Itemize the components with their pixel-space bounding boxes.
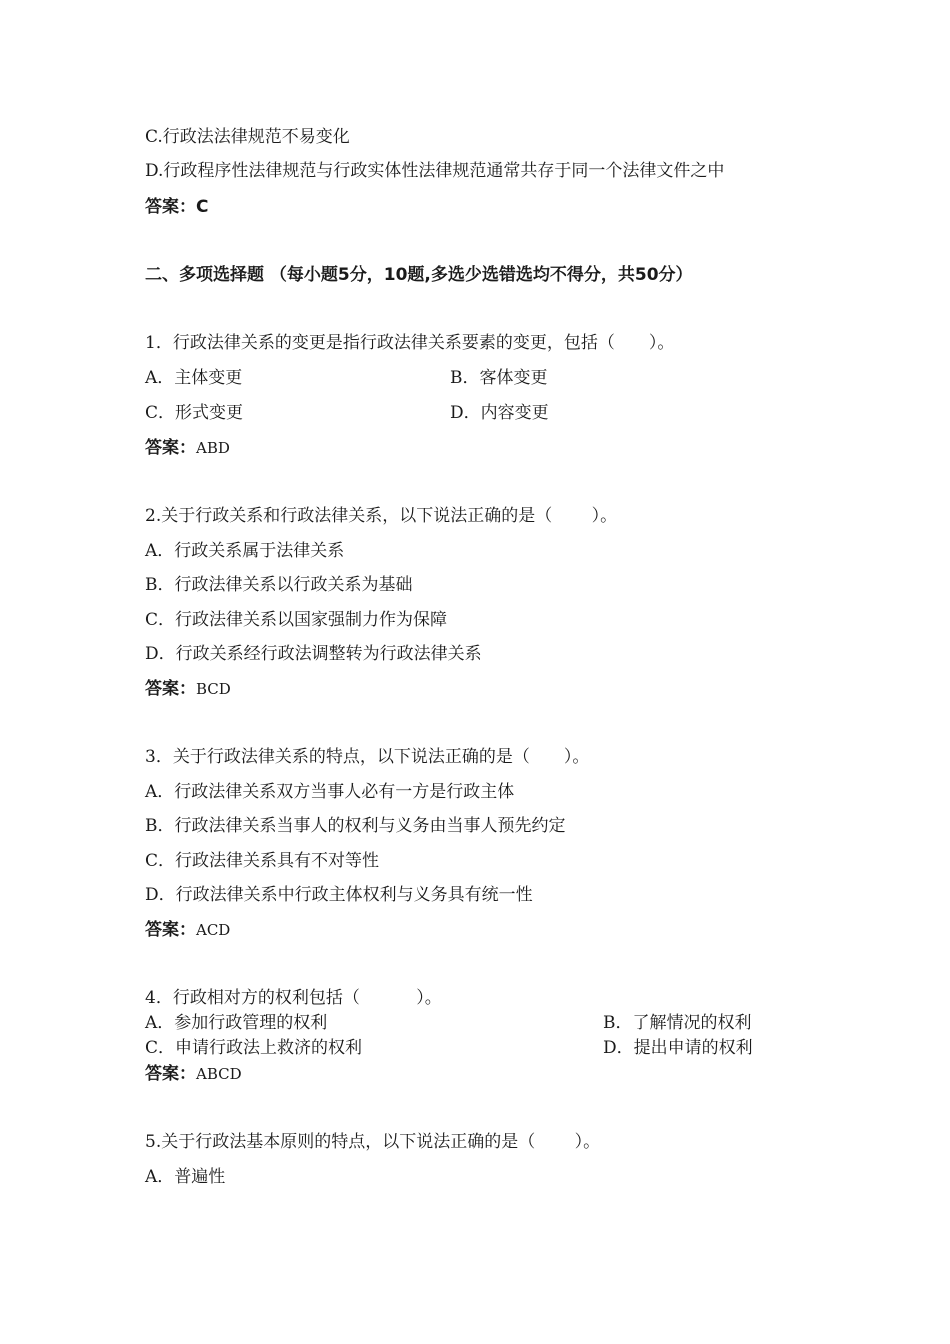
answer-label: 答案： xyxy=(145,920,196,940)
q2-answer xyxy=(145,678,231,700)
q4-option-d: D．提出申请的权利 xyxy=(603,1038,753,1058)
answer-value: ACD xyxy=(196,921,231,939)
q3-option-d: D．行政法律关系中行政主体权利与义务具有统一性 xyxy=(145,885,533,905)
answer-label: 答案： xyxy=(145,438,196,458)
q2-option-b: B．行政法律关系以行政关系为基础 xyxy=(145,575,413,595)
q3-option-c: C．行政法律关系具有不对等性 xyxy=(145,851,380,871)
q1-stem: 1．行政法律关系的变更是指行政法律关系要素的变更，包括（ ）。 xyxy=(145,333,675,353)
q1-option-c: C．形式变更 xyxy=(145,403,244,423)
answer-label: 答案： xyxy=(145,679,196,699)
answer-value: ABCD xyxy=(196,1065,242,1083)
option-c-prev: C.行政法法律规范不易变化 xyxy=(145,127,350,147)
answer-value: ABD xyxy=(196,439,230,457)
q2-option-c: C．行政法律关系以国家强制力作为保障 xyxy=(145,610,448,630)
q4-answer xyxy=(145,1063,242,1085)
answer-label: 答案： xyxy=(145,1064,196,1084)
q1-option-d: D．内容变更 xyxy=(450,403,549,423)
q5-option-a: A．普遍性 xyxy=(145,1167,226,1187)
q2-stem: 2.关于行政关系和行政法律关系，以下说法正确的是（ ）。 xyxy=(145,506,618,526)
answer-label: 答案： xyxy=(145,197,196,217)
q4-option-a: A．参加行政管理的权利 xyxy=(145,1013,328,1033)
answer-prev xyxy=(145,196,208,218)
q1-answer xyxy=(145,437,230,459)
q3-option-b: B．行政法律关系当事人的权利与义务由当事人预先约定 xyxy=(145,816,566,836)
answer-value: BCD xyxy=(196,680,231,698)
q2-option-a: A．行政关系属于法律关系 xyxy=(145,541,345,561)
q3-stem: 3．关于行政法律关系的特点，以下说法正确的是（ ）。 xyxy=(145,747,590,767)
q4-stem: 4．行政相对方的权利包括（ ）。 xyxy=(145,988,442,1008)
q4-option-c: C．申请行政法上救济的权利 xyxy=(145,1038,363,1058)
q3-answer xyxy=(145,919,230,941)
q1-option-a: A．主体变更 xyxy=(145,368,243,388)
q1-option-b: B．客体变更 xyxy=(450,368,548,388)
q2-option-d: D．行政关系经行政法调整转为行政法律关系 xyxy=(145,644,482,664)
q5-stem: 5.关于行政法基本原则的特点，以下说法正确的是（ ）。 xyxy=(145,1132,601,1152)
q4-option-b: B．了解情况的权利 xyxy=(603,1013,752,1033)
answer-value: C xyxy=(196,197,209,217)
section-title: 二、多项选择题 （每小题5分，10题,多选少选错选均不得分，共50分） xyxy=(145,265,693,285)
q3-option-a: A．行政法律关系双方当事人必有一方是行政主体 xyxy=(145,782,515,802)
option-d-prev: D.行政程序性法律规范与行政实体性法律规范通常共存于同一个法律文件之中 xyxy=(145,161,725,181)
